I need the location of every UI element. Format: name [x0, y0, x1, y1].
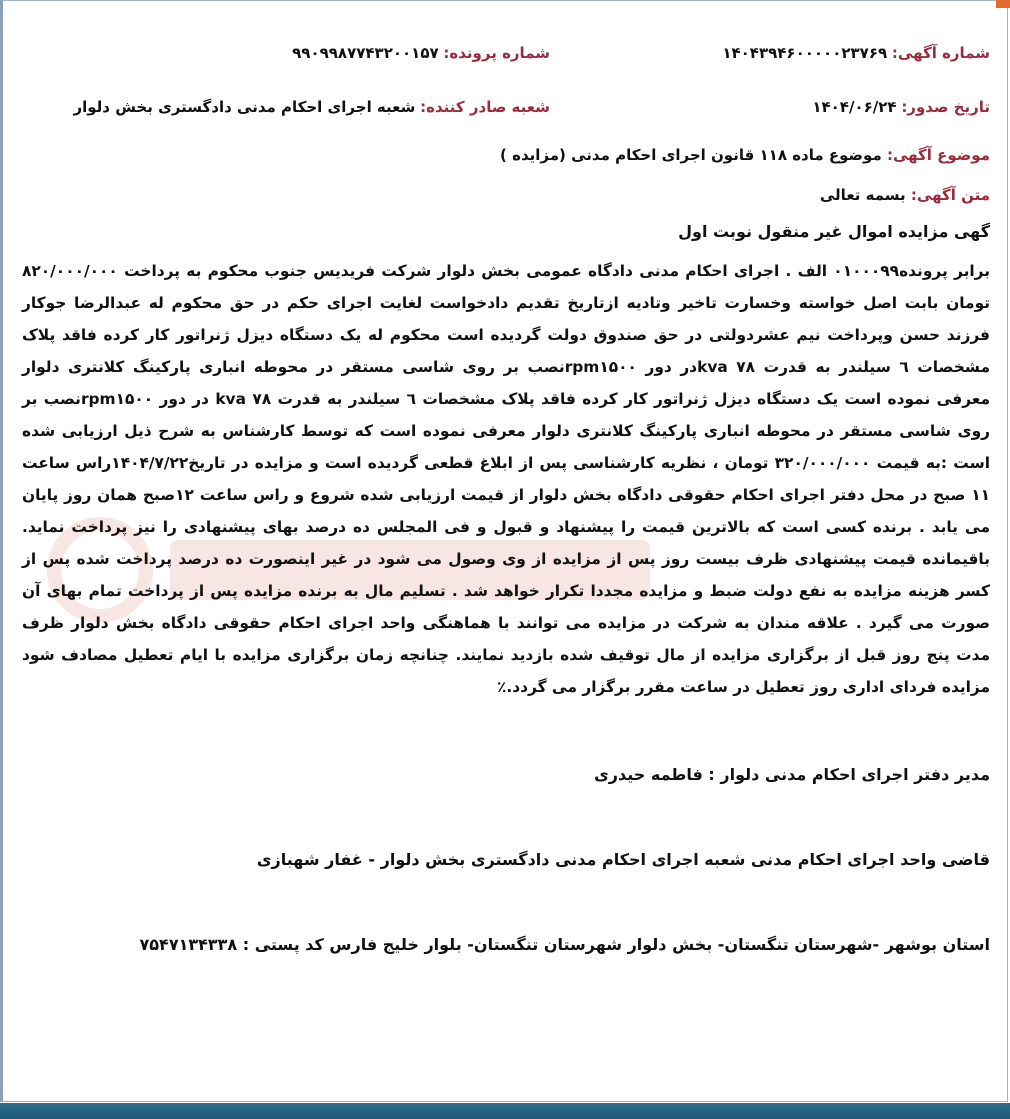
subject-value: موضوع ماده ۱۱۸ قانون اجرای احکام مدنی (مزایده ) [500, 146, 882, 164]
issuer [73, 98, 550, 116]
text-line [22, 186, 990, 204]
bottom-status-bar [0, 1103, 1010, 1119]
ad-body-paragraph: برابر پرونده۰۱۰۰۰۹۹ الف . اجرای احکام مدنی دادگاه عمومی بخش دلوار شرکت فریدیس جنوب محکوم به پرداخت ۸۲۰/۰۰۰/۰۰۰ تومان بابت اصل خواسته وخسارت تاخیر وتادیه ازتاریخ تقدیم دادخواست لغایت اجرای حکم در حق محکوم له عبدالرضا جوکار فرزند حسن وپرداخت نیم عشردولتی در حق صندوق دولت گردیده است محکوم له یک دستگاه دیزل ژنراتور کار کرده فاقد پلاک مشخصات ٦ سیلندر به قدرت ۷۸ kvaدر دور rpm۱۵۰۰نصب بر روی شاسی مستقر در محوطه انباری پارکینگ کلانتری دلوار معرفی نموده است یک دستگاه دیزل ژنراتور کار کرده فاقد پلاک مشخصات ٦ سیلندر به قدرت ۷۸ kva در دور rpm۱۵۰۰نصب بر روی شاسی مستقر در محوطه انباری پارکینگ کلانتری دلوار معرفی نموده است که توسط کارشناس به شرح ذیل ارزیابی شده است :به قیمت ۳۲۰/۰۰۰/۰۰۰ تومان ، نظریه کارشناسی پس از ابلاغ قطعی گردیده است و مزایده در تاریخ۱۴۰۴/۷/۲۲راس ساعت ۱۱ صبح در محل دفتر اجرای احکام حقوقی دادگاه بخش دلوار از قیمت ارزیابی شده شروع و راس ساعت ۱۲صبح همان روز پایان می یابد . برنده کسی است که بالاترین قیمت را پیشنهاد و قبول و فی المجلس ده درصد بهای پیشنهادی را نیز پرداخت نماید. باقیمانده قیمت پیشنهادی ظرف بیست روز پس از مزایده از وی وصول می شود در غیر اینصورت ده درصد پرداخت شده پس از کسر هزینه مزایده به نفع دولت ضبط و مزایده مجددا تکرار خواهد شد . تسلیم مال به برنده مزایده پس از پرداخت تمام بهای آن صورت می گیرد . علاقه مندان به شرکت در مزایده می توانند با هماهنگی واحد اجرای احکام حقوقی دادگاه بخش دلوار ظرف مدت پنج روز قبل از برگزاری مزایده از مال توقیف شده بازدید نمایند. چنانچه زمان برگزاری مزایده با ایام تعطیل مصادف شود مزایده فردای اداری روز تعطیل در ساعت مقرر برگزار می گردد.٪ [22, 262, 991, 696]
text-opening: بسمه تعالی [819, 186, 906, 204]
subject-line [22, 146, 990, 164]
address-line: استان بوشهر -شهرستان تنگستان- بخش دلوار شهرستان تنگستان- بلوار خلیج فارس کد پستی : ۷۵۴۷۱۳۴۳۳۸ [139, 935, 990, 954]
meta-row-1 [22, 38, 990, 66]
ad-number-value: ۱۴۰۴۳۹۴۶۰۰۰۰۰۲۳۷۶۹ [722, 44, 888, 62]
case-number [292, 44, 550, 62]
issuer-value: شعبه اجرای احکام مدنی دادگستری بخش دلوار [73, 98, 416, 116]
issue-date-value: ۱۴۰۴/۰۶/۲۴ [812, 98, 897, 116]
ad-document [22, 38, 990, 954]
ad-number-label: شماره آگهی: [891, 44, 990, 62]
case-number-label: شماره پرونده: [443, 44, 550, 62]
judge-signature: قاضی واحد اجرای احکام مدنی شعبه اجرای احکام مدنی دادگستری بخش دلوار - غفار شهبازی [256, 850, 990, 869]
case-number-value: ۹۹۰۹۹۸۷۷۴۳۲۰۰۱۵۷ [292, 44, 439, 62]
issuer-label: شعبه صادر کننده: [420, 98, 550, 116]
close-corner-icon[interactable] [996, 0, 1010, 8]
issue-date-label: تاریخ صدور: [901, 98, 990, 116]
text-label: متن آگهی: [910, 186, 990, 204]
subject-label: موضوع آگهی: [886, 146, 990, 164]
meta-row-2 [22, 92, 990, 120]
ad-title: گهی مزایده اموال غیر منقول نوبت اول [678, 222, 990, 241]
issue-date [812, 98, 990, 116]
ad-number [722, 44, 990, 62]
manager-signature: مدیر دفتر اجرای احکام مدنی دلوار : فاطمه حیدری [594, 765, 990, 784]
